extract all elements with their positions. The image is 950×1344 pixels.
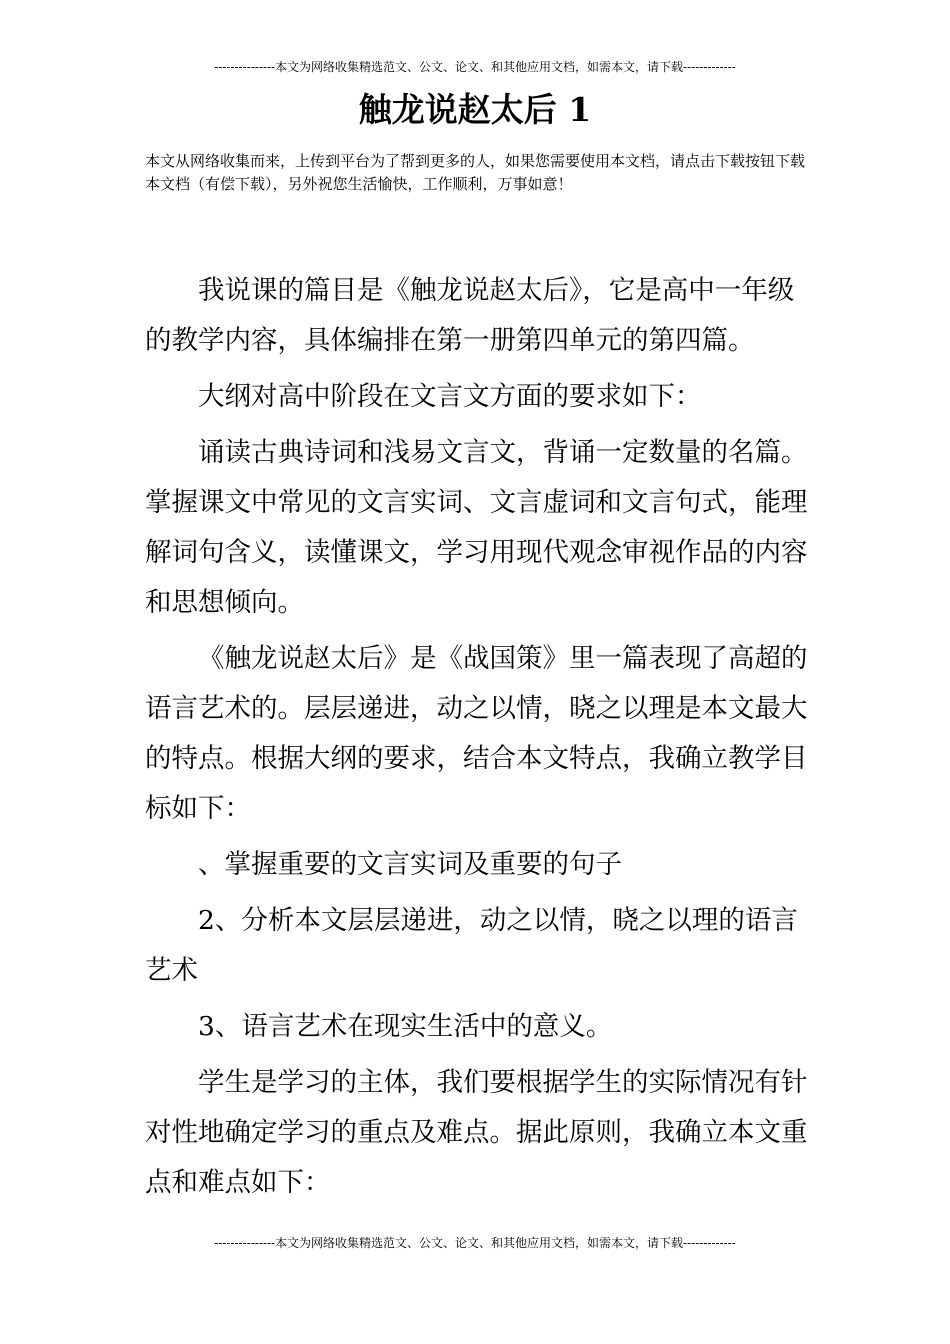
paragraph: 《触龙说赵太后》是《战国策》里一篇表现了高超的语言艺术的。层层递进，动之以情，晓之以理是本文最大的特点。根据大纲的要求，结合本文特点，我确立教学目标如下： bbox=[145, 643, 808, 824]
document-body bbox=[145, 266, 810, 1208]
page-footer: ---------------本文为网络收集精选范文、公文、论文、和其他应用文档，如需本文，请下载------------- bbox=[214, 1236, 736, 1250]
paragraph: 3、语言艺术在现实生活中的意义。 bbox=[198, 1011, 613, 1042]
paragraph: 诵读古典诗词和浅易文言文，背诵一定数量的名篇。掌握课文中常见的文言实词、文言虚词和文言句式，能理解词句含义，读懂课文，学习用现代观念审视作品的内容和思想倾向。 bbox=[145, 437, 808, 618]
paragraph: 学生是学习的主体，我们要根据学生的实际情况有针对性地确定学习的重点及难点。据此原则，我确立本文重点和难点如下： bbox=[145, 1067, 808, 1198]
paragraph: 我说课的篇目是《触龙说赵太后》，它是高中一年级的教学内容，具体编排在第一册第四单元的第四篇。 bbox=[145, 275, 795, 356]
paragraph: 大纲对高中阶段在文言文方面的要求如下： bbox=[198, 381, 702, 412]
paragraph: 2、分析本文层层递进，动之以情，晓之以理的语言艺术 bbox=[145, 905, 798, 986]
document-title: 触龙说赵太后 1 bbox=[358, 90, 592, 129]
page-header: ---------------本文为网络收集精选范文、公文、论文、和其他应用文档，如需本文，请下载------------- bbox=[214, 60, 736, 74]
paragraph: 、掌握重要的文言实词及重要的句子 bbox=[198, 849, 622, 880]
intro-notice: 本文从网络收集而来，上传到平台为了帮到更多的人，如果您需要使用本文档，请点击下载按钮下载本文档（有偿下载），另外祝您生活愉快，工作顺利，万事如意！ bbox=[145, 152, 806, 193]
